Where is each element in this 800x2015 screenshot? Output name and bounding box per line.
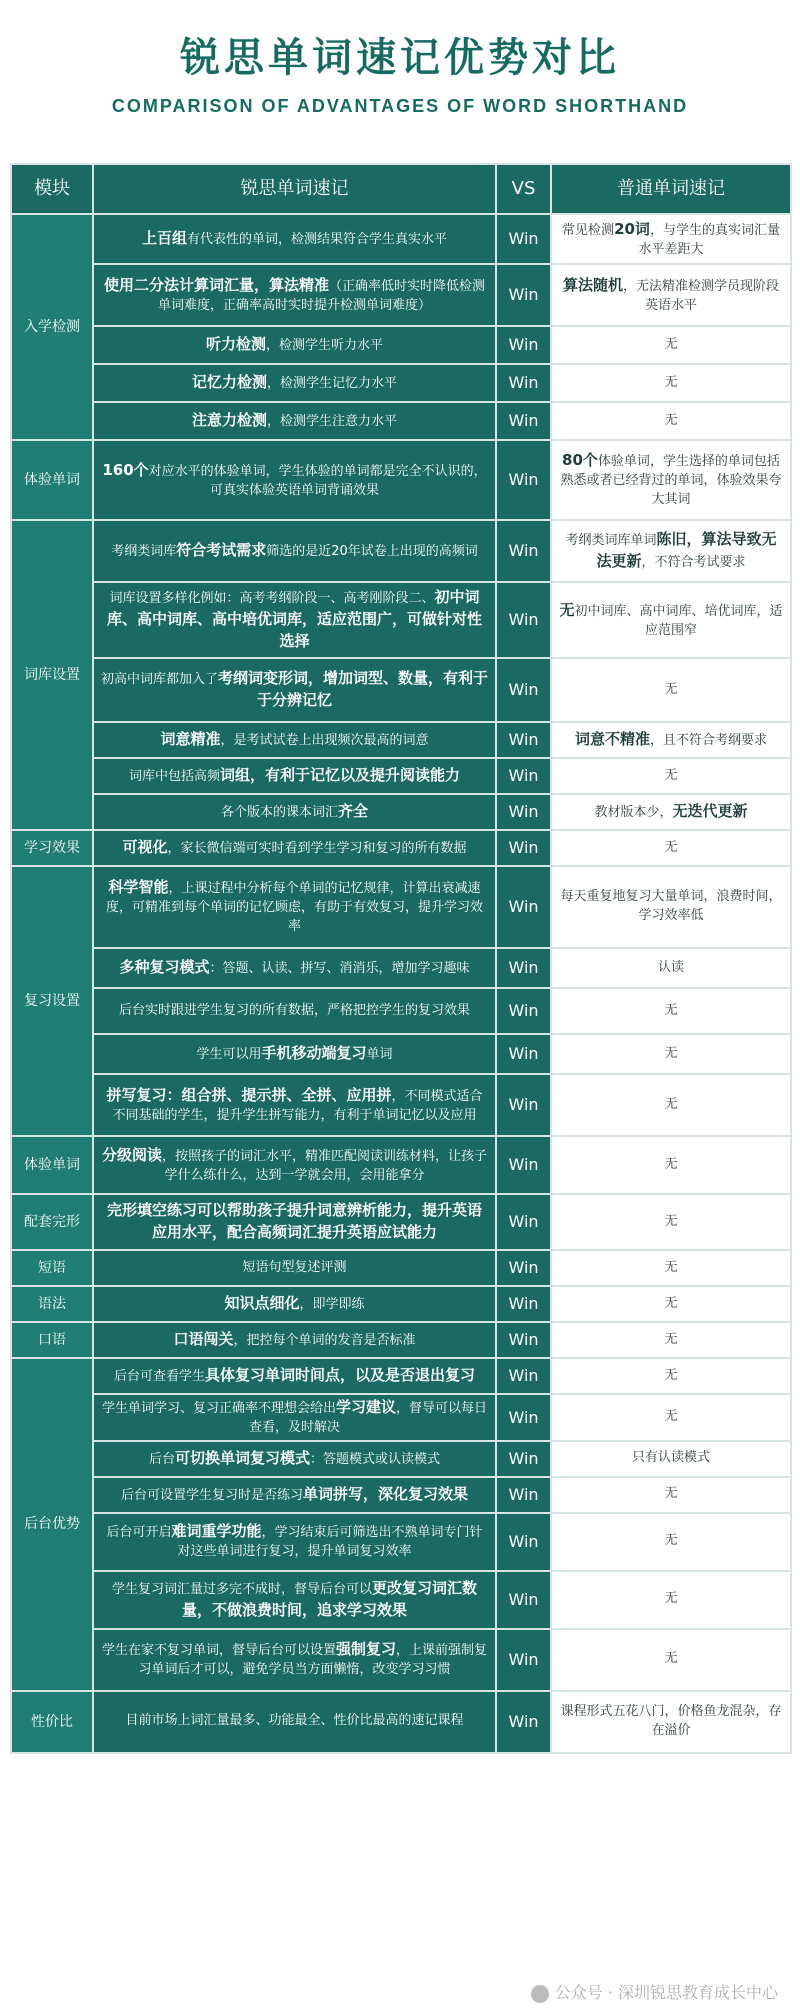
cell-text: 无 [664, 1486, 678, 1502]
highlight-text: 分级阅读 [101, 1145, 162, 1164]
ruisi-feature-cell [93, 264, 496, 326]
cell-text: 课程形式五花八门，价格鱼龙混杂，存在溢价 [560, 1703, 782, 1738]
win-cell: Win [496, 722, 551, 758]
table-row [11, 988, 791, 1034]
ruisi-feature-cell [93, 582, 496, 658]
module-cell: 复习设置 [11, 866, 93, 1136]
table-row [11, 794, 791, 830]
win-cell: Win [496, 264, 551, 326]
ordinary-feature-cell [551, 264, 791, 326]
column-header-vs: VS [496, 164, 551, 214]
ordinary-feature-cell [551, 440, 791, 520]
ordinary-feature-cell [551, 1286, 791, 1322]
ruisi-feature-cell [93, 794, 496, 830]
cell-text: 后台可开启 [106, 1525, 172, 1541]
ordinary-feature-cell [551, 988, 791, 1034]
cell-text: ，是考试试卷上出现频次最高的词意 [220, 733, 429, 749]
highlight-text: 无迭代更新 [672, 802, 748, 821]
highlight-text: 口语闯关 [173, 1330, 234, 1349]
win-cell: Win [496, 1691, 551, 1753]
cell-text: 词库设置多样化例如：高考考纲阶段一、高考刚阶段二、 [109, 591, 435, 607]
win-cell: Win [496, 948, 551, 988]
cell-text: 后台实时跟进学生复习的所有数据，严格把控学生的复习效果 [118, 1002, 470, 1018]
cell-text: 无 [664, 336, 678, 352]
ruisi-feature-cell [93, 214, 496, 264]
win-cell: Win [496, 1441, 551, 1477]
cell-text: ，即学即练 [299, 1297, 365, 1313]
ruisi-feature-cell [93, 988, 496, 1034]
ruisi-feature-cell [93, 1074, 496, 1136]
highlight-text: 算法随机 [562, 275, 623, 294]
table-row [11, 830, 791, 866]
ordinary-feature-cell [551, 214, 791, 264]
watermark [531, 1980, 778, 2003]
table-row [11, 1629, 791, 1691]
cell-text: 无 [664, 1213, 678, 1229]
ordinary-feature-cell [551, 1194, 791, 1250]
cell-text: 学生复习词汇量过多完不成时，督导后台可以 [111, 1581, 372, 1597]
table-row [11, 1394, 791, 1441]
cell-text: 对应水平的体验单词，学生体验的单词都是完全不认识的，可真实体验英语单词背诵效果 [148, 463, 487, 498]
win-cell: Win [496, 1136, 551, 1194]
highlight-text: 160个 [102, 460, 149, 479]
ordinary-feature-cell [551, 1441, 791, 1477]
cell-text: 无 [664, 767, 678, 783]
column-header-module: 模块 [11, 164, 93, 214]
win-cell: Win [496, 214, 551, 264]
ruisi-feature-cell [93, 364, 496, 402]
cell-text: 词库中包括高频 [128, 769, 220, 785]
cell-text: 体验单词，学生选择的单词包括熟悉或者已经背过的单词，体验效果夸大其词 [560, 454, 782, 507]
highlight-text: 完形填空练习可以帮助孩子提升词意辨析能力，提升英语应用水平，配合高频词汇提升英语应试能力 [106, 1201, 482, 1241]
table-row [11, 440, 791, 520]
cell-text: ，学习结束后可筛选出不熟单词专门针对这些单词进行复习，提升单词复习效率 [177, 1525, 483, 1560]
table-row [11, 1571, 791, 1629]
cell-text: 无 [664, 1651, 678, 1667]
ordinary-feature-cell [551, 364, 791, 402]
highlight-text: 注意力检测 [191, 411, 267, 430]
comparison-table [10, 163, 792, 1754]
highlight-text: 学习建议 [335, 1398, 396, 1416]
ruisi-feature-cell [93, 1250, 496, 1286]
table-row [11, 520, 791, 582]
ordinary-feature-cell [551, 758, 791, 794]
ruisi-feature-cell [93, 1322, 496, 1358]
cell-text: 有代表性的单词，检测结果符合学生真实水平 [187, 232, 448, 248]
win-cell: Win [496, 794, 551, 830]
highlight-text: 具体复习单词时间点，以及是否退出复习 [205, 1366, 476, 1385]
highlight-text: 齐全 [338, 802, 369, 821]
table-row [11, 582, 791, 658]
cell-text: 学生在家不复习单词，督导后台可以设置 [101, 1643, 336, 1659]
cell-text: 常见检测 [562, 222, 615, 238]
ordinary-feature-cell [551, 722, 791, 758]
ruisi-feature-cell [93, 1629, 496, 1691]
win-cell: Win [496, 326, 551, 364]
highlight-text: 20词 [614, 219, 650, 238]
ordinary-feature-cell [551, 402, 791, 440]
win-cell: Win [496, 1034, 551, 1074]
cell-text: 无 [664, 1331, 678, 1347]
win-cell: Win [496, 1286, 551, 1322]
cell-text: 考纲类词库单词 [565, 533, 657, 549]
win-cell: Win [496, 582, 551, 658]
ruisi-feature-cell [93, 326, 496, 364]
module-cell: 学习效果 [11, 830, 93, 866]
ordinary-feature-cell [551, 1571, 791, 1629]
ruisi-feature-cell [93, 1286, 496, 1322]
ruisi-feature-cell [93, 1691, 496, 1753]
cell-text: ，上课过程中分析每个单词的记忆规律，计算出衰减速度，可精准到每个单词的记忆顾虑，有助于有效复习，提升学习效率 [105, 881, 483, 934]
highlight-text: 听力检测 [205, 335, 266, 354]
table-row [11, 402, 791, 440]
module-cell: 后台优势 [11, 1358, 93, 1691]
cell-text: ：答题、认读、拼写、消消乐，增加学习趣味 [209, 961, 470, 977]
cell-text: 筛选的是近20年试卷上出现的高频词 [266, 544, 478, 560]
win-cell: Win [496, 866, 551, 948]
ruisi-feature-cell [93, 1441, 496, 1477]
ruisi-feature-cell [93, 1513, 496, 1571]
table-row [11, 364, 791, 402]
table-row [11, 264, 791, 326]
cell-text: 无 [664, 412, 678, 428]
cell-text: ，与学生的真实词汇量水平差距大 [638, 222, 780, 257]
cell-text: 认读 [657, 959, 684, 975]
cell-text: ，不同模式适合不同基础的学生，提升学生拼写能力，有利于单词记忆以及应用 [112, 1088, 483, 1123]
highlight-text: 拼写复习：组合拼、提示拼、全拼、应用拼 [106, 1085, 392, 1104]
cell-text: 单词 [366, 1047, 393, 1063]
cell-text: 无 [664, 681, 678, 697]
win-cell: Win [496, 658, 551, 722]
cell-text: 考纲类词库 [111, 544, 177, 560]
cell-text: ：答题模式或认读模式 [310, 1451, 441, 1467]
table-row [11, 866, 791, 948]
win-cell: Win [496, 1358, 551, 1394]
table-row [11, 1286, 791, 1322]
ruisi-feature-cell [93, 1034, 496, 1074]
ruisi-feature-cell [93, 1358, 496, 1394]
table-row [11, 1250, 791, 1286]
ordinary-feature-cell [551, 1322, 791, 1358]
win-cell: Win [496, 1477, 551, 1513]
cell-text: 无 [664, 1045, 678, 1061]
highlight-text: 陈旧，算法导致无法更新 [596, 530, 777, 570]
table-row [11, 1358, 791, 1394]
ruisi-feature-cell [93, 830, 496, 866]
win-cell: Win [496, 364, 551, 402]
win-cell: Win [496, 1074, 551, 1136]
ruisi-feature-cell [93, 948, 496, 988]
ruisi-feature-cell [93, 1194, 496, 1250]
cell-text: 初中词库、高中词库、培优词库，适应范围窄 [574, 603, 783, 638]
page-title: 锐思单词速记优势对比 [180, 35, 620, 81]
ruisi-feature-cell [93, 722, 496, 758]
win-cell: Win [496, 1322, 551, 1358]
win-cell: Win [496, 1194, 551, 1250]
win-cell: Win [496, 1250, 551, 1286]
ruisi-feature-cell [93, 1571, 496, 1629]
cell-text: 后台可查看学生 [113, 1369, 205, 1385]
ordinary-feature-cell [551, 830, 791, 866]
ordinary-feature-cell [551, 866, 791, 948]
highlight-text: 80个 [562, 451, 598, 470]
ruisi-feature-cell [93, 520, 496, 582]
highlight-text: 使用二分法计算词汇量，算法精准 [103, 275, 329, 294]
table-row [11, 1136, 791, 1194]
cell-text: 无 [664, 1408, 678, 1424]
table-row [11, 758, 791, 794]
cell-text: 无 [664, 1367, 678, 1383]
table-header-row [11, 164, 791, 214]
column-header-ruisi: 锐思单词速记 [93, 164, 496, 214]
highlight-text: 多种复习模式 [119, 958, 210, 977]
win-cell: Win [496, 988, 551, 1034]
cell-text: 短语句型复述评测 [242, 1259, 347, 1275]
ordinary-feature-cell [551, 1136, 791, 1194]
ruisi-feature-cell [93, 402, 496, 440]
ordinary-feature-cell [551, 1629, 791, 1691]
cell-text: ，把控每个单词的发音是否标准 [233, 1333, 416, 1349]
highlight-text: 可视化 [122, 838, 168, 857]
highlight-text: 知识点细化 [224, 1294, 300, 1313]
win-cell: Win [496, 402, 551, 440]
ordinary-feature-cell [551, 658, 791, 722]
cell-text: 后台 [148, 1451, 175, 1467]
table-row [11, 1691, 791, 1753]
ordinary-feature-cell [551, 326, 791, 364]
win-cell: Win [496, 1513, 551, 1571]
ordinary-feature-cell [551, 520, 791, 582]
module-cell: 配套完形 [11, 1194, 93, 1250]
table-row [11, 326, 791, 364]
highlight-text: 符合考试需求 [176, 541, 267, 560]
highlight-text: 记忆力检测 [191, 373, 267, 392]
highlight-text: 难词重学功能 [171, 1522, 262, 1541]
ordinary-feature-cell [551, 1477, 791, 1513]
module-cell: 性价比 [11, 1691, 93, 1753]
highlight-text: 初中词库、高中词库、高中培优词库，适应范围广，可做针对性选择 [106, 588, 482, 650]
highlight-text: 考纲词变形词，增加词型、数量，有利于于分辨记忆 [218, 669, 489, 709]
table-row [11, 1194, 791, 1250]
ordinary-feature-cell [551, 582, 791, 658]
cell-text: ，且不符合考纲要求 [650, 733, 768, 749]
table-row [11, 1034, 791, 1074]
watermark-text: 公众号 · 深圳锐思教育成长中心 [554, 1983, 778, 2002]
cell-text: 初高中词库都加入了 [100, 672, 218, 688]
cell-text: 各个版本的课本词汇 [220, 805, 338, 821]
cell-text: ，检测学生注意力水平 [267, 414, 398, 430]
module-cell: 入学检测 [11, 214, 93, 440]
ordinary-feature-cell [551, 1394, 791, 1441]
cell-text: ，上课前强制复习单词后才可以，避免学员当方面懒惰，改变学习习惯 [138, 1643, 488, 1678]
cell-text: 无 [664, 1002, 678, 1018]
ordinary-feature-cell [551, 1513, 791, 1571]
highlight-text: 词意精准 [160, 730, 221, 749]
cell-text: 学生可以用 [196, 1047, 262, 1063]
win-cell: Win [496, 440, 551, 520]
table-row [11, 1477, 791, 1513]
module-cell: 短语 [11, 1250, 93, 1286]
win-cell: Win [496, 830, 551, 866]
highlight-text: 科学智能 [108, 878, 169, 897]
cell-text: 无 [664, 1295, 678, 1311]
module-cell: 语法 [11, 1286, 93, 1322]
wechat-icon [531, 1985, 549, 2003]
cell-text: 无 [664, 839, 678, 855]
highlight-text: 可切换单词复习模式 [174, 1448, 310, 1467]
table-row [11, 1074, 791, 1136]
ordinary-feature-cell [551, 1358, 791, 1394]
cell-text: 无 [664, 1591, 678, 1607]
table-row [11, 1513, 791, 1571]
ruisi-feature-cell [93, 1477, 496, 1513]
cell-text: 目前市场上词汇量最多、功能最全、性价比最高的速记课程 [125, 1713, 464, 1729]
cell-text: ，检测学生记忆力水平 [267, 376, 398, 392]
cell-text: ，不符合考试要求 [641, 555, 746, 570]
ruisi-feature-cell [93, 658, 496, 722]
table-row [11, 658, 791, 722]
table-row [11, 214, 791, 264]
ordinary-feature-cell [551, 1074, 791, 1136]
highlight-text: 无 [559, 600, 575, 619]
column-header-ordinary: 普通单词速记 [551, 164, 791, 214]
highlight-text: 强制复习 [335, 1640, 396, 1659]
cell-text: ，按照孩子的词汇水平，精准匹配阅读训练材料，让孩子学什么练什么，达到一学就会用，会用能拿分 [162, 1148, 488, 1183]
highlight-text: 词意不精准 [574, 730, 650, 749]
cell-text: 每天重复地复习大量单词，浪费时间，学习效率低 [560, 889, 782, 923]
table-row [11, 722, 791, 758]
ruisi-feature-cell [93, 1394, 496, 1441]
cell-text: 后台可设置学生复习时是否练习 [120, 1487, 303, 1503]
module-cell: 体验单词 [11, 1136, 93, 1194]
cell-text: ，检测学生听力水平 [266, 338, 384, 354]
cell-text: ，家长微信端可实时看到学生学习和复习的所有数据 [167, 841, 467, 857]
ordinary-feature-cell [551, 1250, 791, 1286]
highlight-text: 单词拼写，深化复习效果 [303, 1484, 469, 1503]
cell-text: 学生单词学习、复习正确率不理想会给出 [101, 1401, 336, 1416]
module-cell: 口语 [11, 1322, 93, 1358]
win-cell: Win [496, 1571, 551, 1629]
module-cell: 词库设置 [11, 520, 93, 830]
cell-text: ，督导可以每日查看，及时解决 [248, 1401, 488, 1435]
ordinary-feature-cell [551, 794, 791, 830]
cell-text: 只有认读模式 [631, 1450, 710, 1466]
win-cell: Win [496, 758, 551, 794]
cell-text: （正确率低时实时降低检测单词难度，正确率高时实时提升检测单词难度） [157, 278, 486, 313]
ruisi-feature-cell [93, 440, 496, 520]
win-cell: Win [496, 520, 551, 582]
table-row [11, 948, 791, 988]
ordinary-feature-cell [551, 948, 791, 988]
table-row [11, 1322, 791, 1358]
cell-text: 无 [664, 1096, 678, 1112]
highlight-text: 更改复习词汇数量，不做浪费时间，追求学习效果 [181, 1578, 478, 1619]
cell-text: 无 [664, 1533, 678, 1549]
cell-text: 教材版本少， [594, 805, 673, 821]
ruisi-feature-cell [93, 1136, 496, 1194]
ordinary-feature-cell [551, 1034, 791, 1074]
ruisi-feature-cell [93, 758, 496, 794]
highlight-text: 词组，有利于记忆以及提升阅读能力 [220, 766, 461, 785]
cell-text: 无 [664, 1259, 678, 1275]
ordinary-feature-cell [551, 1691, 791, 1753]
page-subtitle: COMPARISON OF ADVANTAGES OF WORD SHORTHAND [111, 96, 689, 116]
module-cell: 体验单词 [11, 440, 93, 520]
cell-text: 无 [664, 1156, 678, 1172]
highlight-text: 上百组 [141, 229, 187, 248]
table-row [11, 1441, 791, 1477]
highlight-text: 手机移动端复习 [261, 1044, 367, 1063]
win-cell: Win [496, 1629, 551, 1691]
cell-text: ，无法精准检测学员现阶段英语水平 [623, 278, 780, 313]
cell-text: 无 [664, 374, 678, 390]
win-cell: Win [496, 1394, 551, 1441]
table-body [11, 214, 791, 1753]
ruisi-feature-cell [93, 866, 496, 948]
